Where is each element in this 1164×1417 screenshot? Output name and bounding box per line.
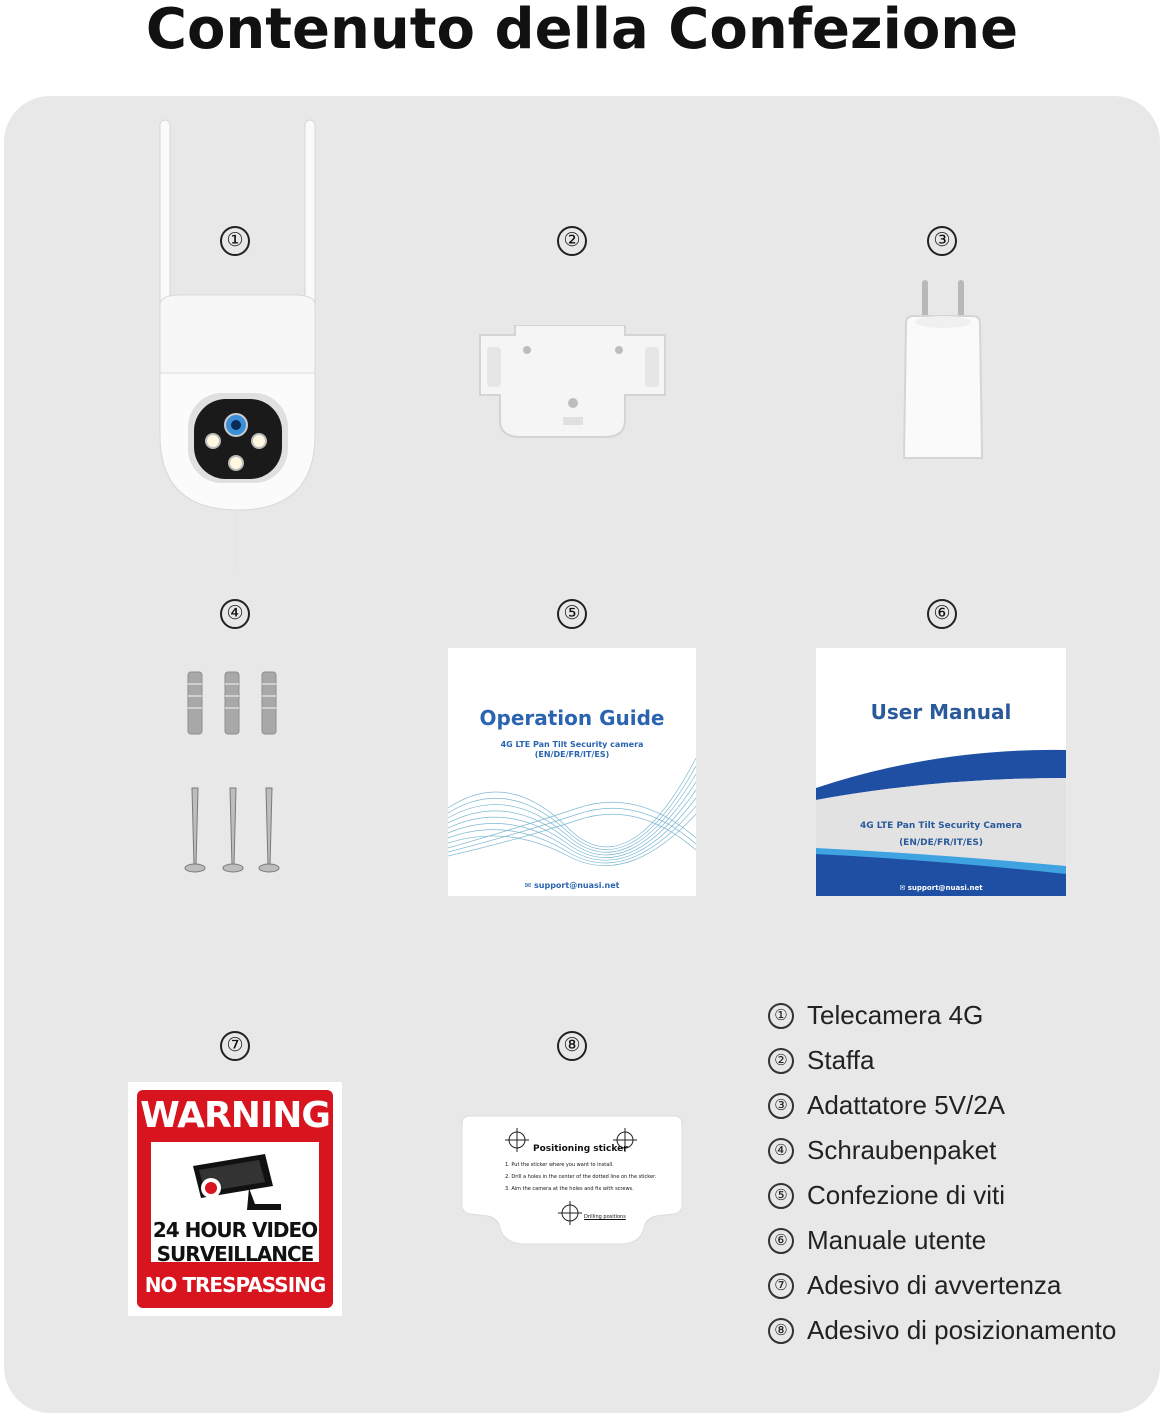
legend-label: Adesivo di posizionamento — [807, 1315, 1117, 1345]
warning-line2: SURVEILLANCE — [156, 1242, 314, 1266]
legend-label: Telecamera 4G — [807, 1000, 984, 1030]
screws-image — [180, 668, 290, 878]
legend-number: ⑧ — [768, 1318, 794, 1344]
guide-subtitle — [448, 740, 696, 760]
legend-label: Manuale utente — [807, 1225, 987, 1255]
manual-email — [816, 884, 1066, 892]
mail-icon: ✉ — [524, 881, 535, 890]
guide-email — [448, 881, 696, 890]
manual-subtitle — [816, 818, 1066, 852]
legend-number: ⑦ — [768, 1273, 794, 1299]
manual-subtitle-line2: (EN/DE/FR/IT/ES) — [899, 838, 983, 848]
marker-3: ③ — [927, 226, 957, 256]
legend-number: ① — [768, 1003, 794, 1029]
manual-email-text: support@nuasi.net — [907, 884, 983, 892]
legend-number: ⑤ — [768, 1183, 794, 1209]
legend-item — [768, 993, 1158, 1038]
operation-guide-booklet — [448, 648, 696, 896]
cctv-camera-icon — [189, 1152, 285, 1214]
legend-item — [768, 1263, 1158, 1308]
marker-7: ⑦ — [220, 1031, 250, 1061]
user-manual-booklet — [816, 648, 1066, 896]
legend-label: Staffa — [807, 1045, 875, 1075]
legend-number: ⑥ — [768, 1228, 794, 1254]
marker-4: ④ — [220, 599, 250, 629]
guide-subtitle-line1: 4G LTE Pan Tilt Security camera — [500, 740, 644, 749]
warning-title: WARNING — [140, 1095, 330, 1136]
contents-legend — [768, 993, 1158, 1353]
marker-1: ① — [220, 226, 250, 256]
warning-bottom-text: NO TRESPASSING — [144, 1273, 326, 1297]
legend-label: Confezione di viti — [807, 1180, 1005, 1210]
legend-item — [768, 1038, 1158, 1083]
legend-label: Adesivo di avvertenza — [807, 1270, 1062, 1300]
warning-middle-text — [137, 1218, 333, 1266]
marker-8: ⑧ — [557, 1031, 587, 1061]
legend-number: ③ — [768, 1093, 794, 1119]
legend-item — [768, 1128, 1158, 1173]
legend-item — [768, 1083, 1158, 1128]
legend-number: ② — [768, 1048, 794, 1074]
legend-number: ④ — [768, 1138, 794, 1164]
sticker-step-3: 3. Aim the camera at the holes and fix with screws. — [505, 1186, 634, 1192]
sticker-step-1: 1. Put the sticker where you want to install. — [505, 1162, 614, 1168]
positioning-sticker-shape — [460, 1114, 684, 1246]
camera-image — [150, 115, 330, 575]
manual-subtitle-line1: 4G LTE Pan Tilt Security Camera — [860, 821, 1022, 831]
legend-item — [768, 1173, 1158, 1218]
marker-5: ⑤ — [557, 599, 587, 629]
warning-sticker — [128, 1082, 342, 1316]
legend-label: Adattatore 5V/2A — [807, 1090, 1006, 1120]
warning-line1: 24 HOUR VIDEO — [152, 1218, 318, 1242]
guide-subtitle-line2: (EN/DE/FR/IT/ES) — [534, 750, 610, 759]
guide-email-text: support@nuasi.net — [534, 881, 620, 890]
bracket-image — [475, 325, 670, 440]
adapter-image — [898, 278, 988, 468]
legend-item — [768, 1218, 1158, 1263]
sticker-step-2: 2. Drill a holes in the center of the dotted line on the sticker. — [505, 1174, 657, 1180]
legend-item — [768, 1308, 1158, 1353]
guide-title: Operation Guide — [479, 706, 665, 730]
sticker-title: Positioning sticker — [533, 1144, 628, 1154]
page-title: Contenuto della Confezione — [145, 0, 1019, 62]
legend-label: Schraubenpaket — [807, 1135, 997, 1165]
marker-6: ⑥ — [927, 599, 957, 629]
wave-pattern — [448, 748, 696, 868]
manual-title: User Manual — [870, 700, 1012, 724]
mail-icon: ✉ — [899, 884, 908, 892]
marker-2: ② — [557, 226, 587, 256]
sticker-drill-label: Drilling positions — [584, 1214, 626, 1220]
